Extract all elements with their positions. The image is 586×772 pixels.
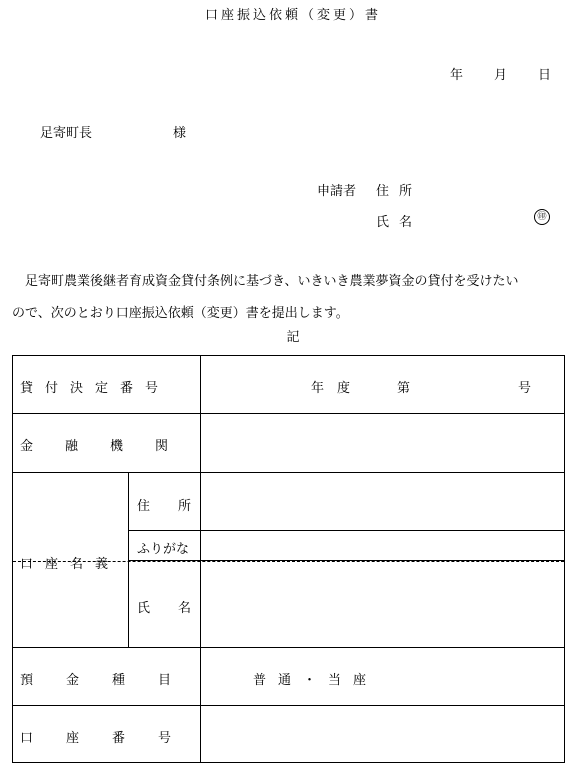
year-label: 年 (450, 68, 464, 83)
applicant-label: 申請者 (317, 184, 357, 199)
addressee: 足寄町長 (40, 126, 93, 141)
deposit-type-label: 預金種目 (20, 673, 205, 688)
loan-number-input[interactable] (241, 372, 301, 396)
applicant-name-label: 氏名 (376, 215, 423, 230)
account-holder-label: 口座名義 (20, 557, 121, 572)
row-divider (13, 647, 564, 648)
row-divider (13, 705, 564, 706)
holder-furigana-input[interactable] (203, 532, 561, 558)
column-divider (128, 472, 129, 647)
ki-heading: 記 (286, 330, 300, 345)
body-line-2: ので、次のとおり口座振込依頼（変更）書を提出します。 (12, 306, 349, 321)
bank-input[interactable] (203, 416, 561, 470)
loan-number-label: 貸付決定番号 (20, 381, 171, 396)
seal-icon: ㊞ (534, 209, 550, 225)
day-label: 日 (538, 68, 552, 83)
holder-address-input[interactable] (203, 475, 561, 528)
row-divider (13, 413, 564, 414)
account-number-label: 口座番号 (20, 731, 205, 746)
bank-label: 金融機関 (20, 439, 201, 454)
document-title: 口座振込依頼（変更）書 (204, 8, 381, 23)
addressee-suffix: 様 (173, 126, 187, 141)
holder-name-label: 氏名 (137, 601, 220, 616)
column-divider (200, 356, 201, 762)
account-number-input[interactable] (203, 708, 561, 760)
loan-number-year: 年度 (311, 381, 364, 396)
body-line-1: 足寄町農業後継者育成資金貸付条例に基づき、いきいき農業夢資金の貸付を受けたい (25, 274, 519, 289)
loan-number-go: 号 (518, 381, 532, 396)
account-form-table (12, 355, 565, 763)
body-paragraph (12, 266, 584, 330)
row-divider (128, 530, 564, 531)
deposit-type-options[interactable]: 普通・当座 (253, 673, 379, 688)
holder-address-label: 住所 (137, 499, 220, 514)
row-divider (13, 472, 564, 473)
loan-number-dai: 第 (397, 381, 411, 396)
holder-furigana-label: ふりがな (137, 542, 190, 557)
month-label: 月 (494, 68, 508, 83)
applicant-address-label: 住所 (376, 184, 423, 199)
holder-name-input[interactable] (203, 564, 561, 645)
